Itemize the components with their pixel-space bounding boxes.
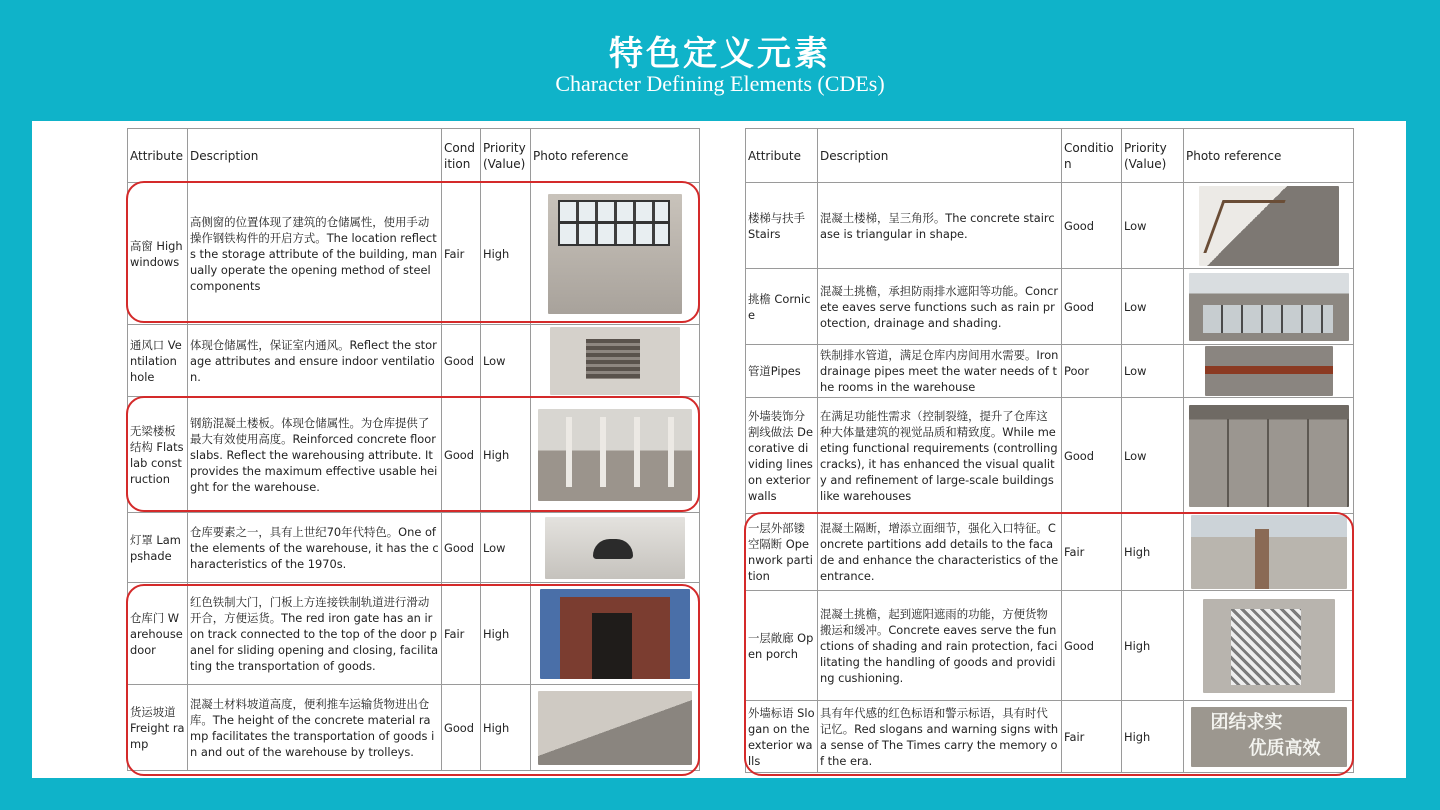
table-row xyxy=(746,701,1354,773)
condition-cell: Fair xyxy=(1062,701,1122,773)
openwork-partition-photo xyxy=(1191,515,1347,589)
description-cell: 钢筋混凝土楼板。体现仓储属性。为仓库提供了最大有效使用高度。Reinforced concrete floor slabs. Reflect the warehousing attribute. It provides the maximum effective usable height for the warehouse. xyxy=(188,397,442,513)
condition-cell: Good xyxy=(442,685,481,771)
photo-cell xyxy=(531,583,700,685)
stairs-photo xyxy=(1199,186,1339,266)
dividing-lines-photo xyxy=(1189,405,1349,507)
priority-cell: High xyxy=(1122,701,1184,773)
table-header-row xyxy=(746,129,1354,183)
attribute-cell: 仓库门 Warehouse door xyxy=(128,583,188,685)
priority-cell: High xyxy=(481,685,531,771)
photo-cell xyxy=(531,513,700,583)
description-cell: 红色铁制大门，门板上方连接铁制轨道进行滑动开合，方便运货。The red iron gate has an iron track connected to the top of the door panel for sliding opening and closing, facilitating the transportation of goods. xyxy=(188,583,442,685)
table-row xyxy=(128,513,700,583)
table-row xyxy=(128,183,700,325)
table-row xyxy=(128,397,700,513)
condition-cell: Good xyxy=(1062,398,1122,514)
table-row xyxy=(746,514,1354,591)
header-attribute: Attribute xyxy=(746,129,818,183)
table-row xyxy=(128,325,700,397)
table-row xyxy=(746,591,1354,701)
attribute-cell: 通风口 Ventilation hole xyxy=(128,325,188,397)
photo-cell xyxy=(1184,345,1354,398)
description-cell: 混凝土隔断，增添立面细节，强化入口特征。Concrete partitions add details to the facade and enhance the characteristics of the entrance. xyxy=(818,514,1062,591)
priority-cell: High xyxy=(481,583,531,685)
header-description: Description xyxy=(188,129,442,183)
header-photo: Photo reference xyxy=(531,129,700,183)
table-row xyxy=(746,183,1354,269)
attribute-cell: 外墙装饰分割线做法 Decorative dividing lines on exterior walls xyxy=(746,398,818,514)
priority-cell: Low xyxy=(481,513,531,583)
condition-cell: Fair xyxy=(442,183,481,325)
pipes-photo xyxy=(1205,346,1333,396)
description-cell: 具有年代感的红色标语和警示标语，具有时代记忆。Red slogans and warning signs with a sense of The Times carry the memory of the era. xyxy=(818,701,1062,773)
table-header-row xyxy=(128,129,700,183)
attribute-cell: 一层敞廊 Open porch xyxy=(746,591,818,701)
condition-cell: Good xyxy=(442,513,481,583)
condition-cell: Good xyxy=(1062,183,1122,269)
attribute-cell: 楼梯与扶手 Stairs xyxy=(746,183,818,269)
cornice-photo xyxy=(1189,273,1349,341)
photo-cell xyxy=(1184,183,1354,269)
header-photo: Photo reference xyxy=(1184,129,1354,183)
priority-cell: Low xyxy=(1122,398,1184,514)
priority-cell: High xyxy=(481,183,531,325)
table-row xyxy=(128,685,700,771)
header-priority: Priority (Value) xyxy=(1122,129,1184,183)
priority-cell: Low xyxy=(481,325,531,397)
slogan-photo xyxy=(1191,707,1347,767)
condition-cell: Good xyxy=(1062,591,1122,701)
priority-cell: Low xyxy=(1122,269,1184,345)
photo-cell xyxy=(531,325,700,397)
header-description: Description xyxy=(818,129,1062,183)
attribute-cell: 挑檐 Cornice xyxy=(746,269,818,345)
description-cell: 在满足功能性需求（控制裂缝，提升了仓库这种大体量建筑的视觉品质和精致度。While meeting functional requirements (controlling cracks), it has enhanced the visual quality and refinement of large-scale buildings like warehouses xyxy=(818,398,1062,514)
slide-header xyxy=(0,0,1440,120)
description-cell: 铁制排水管道，满足仓库内房间用水需要。Iron drainage pipes meet the water needs of the rooms in the warehouse xyxy=(818,345,1062,398)
page-title: 特色定义元素 xyxy=(609,34,831,74)
photo-cell xyxy=(531,685,700,771)
warehouse-door-photo xyxy=(540,589,690,679)
priority-cell: High xyxy=(481,397,531,513)
header-condition: Condition xyxy=(442,129,481,183)
photo-cell xyxy=(1184,398,1354,514)
attribute-cell: 高窗 High windows xyxy=(128,183,188,325)
attribute-cell: 外墙标语 Slogan on the exterior walls xyxy=(746,701,818,773)
priority-cell: Low xyxy=(1122,183,1184,269)
photo-cell xyxy=(1184,514,1354,591)
condition-cell: Good xyxy=(442,397,481,513)
condition-cell: Poor xyxy=(1062,345,1122,398)
header-attribute: Attribute xyxy=(128,129,188,183)
photo-cell xyxy=(1184,701,1354,773)
attribute-cell: 无梁楼板结构 Flatslab construction xyxy=(128,397,188,513)
header-priority: Priority (Value) xyxy=(481,129,531,183)
lampshade-photo xyxy=(545,517,685,579)
open-porch-photo xyxy=(1203,599,1335,693)
condition-cell: Fair xyxy=(1062,514,1122,591)
table-row xyxy=(746,269,1354,345)
condition-cell: Good xyxy=(442,325,481,397)
condition-cell: Fair xyxy=(442,583,481,685)
photo-cell xyxy=(531,183,700,325)
freight-ramp-photo xyxy=(538,691,692,765)
description-cell: 混凝土挑檐，起到遮阳遮雨的功能，方便货物搬运和缓冲。Concrete eaves serve the functions of shading and rain protection, facilitating the handling of goods and providing cushioning. xyxy=(818,591,1062,701)
description-cell: 混凝土材料坡道高度，便利推车运输货物进出仓库。The height of the concrete material ramp facilitates the transportation of goods in and out of the warehouse by trolleys. xyxy=(188,685,442,771)
description-cell: 体现仓储属性，保证室内通风。Reflect the storage attributes and ensure indoor ventilation. xyxy=(188,325,442,397)
description-cell: 混凝土楼梯，呈三角形。The concrete staircase is triangular in shape. xyxy=(818,183,1062,269)
flatslab-photo xyxy=(538,409,692,501)
cde-table-left xyxy=(127,128,700,771)
photo-cell xyxy=(531,397,700,513)
attribute-cell: 管道Pipes xyxy=(746,345,818,398)
header-condition: Condition xyxy=(1062,129,1122,183)
table-row xyxy=(128,583,700,685)
attribute-cell: 一层外部镂空隔断 Openwork partition xyxy=(746,514,818,591)
page-subtitle: Character Defining Elements (CDEs) xyxy=(555,71,885,96)
condition-cell: Good xyxy=(1062,269,1122,345)
photo-cell xyxy=(1184,269,1354,345)
table-row xyxy=(746,398,1354,514)
photo-cell xyxy=(1184,591,1354,701)
high-windows-photo xyxy=(548,194,682,314)
description-cell: 高侧窗的位置体现了建筑的仓储属性，使用手动操作钢铁构件的开启方式。The location reflects the storage attribute of the building, manually operate the opening method of steel components xyxy=(188,183,442,325)
priority-cell: High xyxy=(1122,591,1184,701)
priority-cell: High xyxy=(1122,514,1184,591)
table-row xyxy=(746,345,1354,398)
ventilation-hole-photo xyxy=(550,327,680,395)
cde-table-right xyxy=(745,128,1354,773)
slogan-line-1: 团结求实 xyxy=(1210,711,1283,733)
attribute-cell: 货运坡道 Freight ramp xyxy=(128,685,188,771)
description-cell: 混凝土挑檐，承担防雨排水遮阳等功能。Concrete eaves serve functions such as rain protection, drainage and shading. xyxy=(818,269,1062,345)
attribute-cell: 灯罩 Lampshade xyxy=(128,513,188,583)
description-cell: 仓库要素之一，具有上世纪70年代特色。One of the elements of the warehouse, it has the characteristics of the 1970s. xyxy=(188,513,442,583)
slogan-line-2: 优质高效 xyxy=(1248,737,1321,759)
priority-cell: Low xyxy=(1122,345,1184,398)
